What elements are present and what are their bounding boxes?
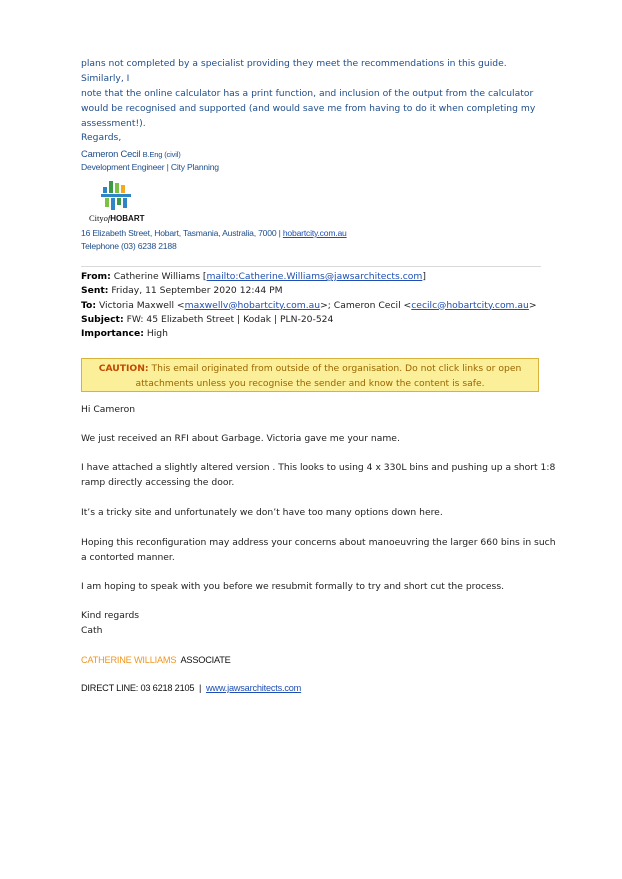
message-paragraph: It’s a tricky site and unfortunately we don’t have too many options down here. bbox=[81, 507, 443, 518]
signature-role: ASSOCIATE bbox=[180, 655, 231, 665]
message-paragraph: Hoping this reconfiguration may address your concerns about manoeuvring the larger 660 bins in such a contorted manner. bbox=[81, 537, 556, 563]
regards-text: Regards, bbox=[81, 132, 122, 143]
to-email-link-maxwell[interactable]: maxwellv@hobartcity.com.au bbox=[184, 299, 321, 311]
sent-row: Sent: Friday, 11 September 2020 12:44 PM bbox=[81, 285, 283, 297]
importance-row: Importance: High bbox=[81, 328, 168, 340]
signature-address: 16 Elizabeth Street, Hobart, Tasmania, Australia, 7000 | bbox=[81, 228, 281, 238]
intro-line: would be recognised and supported (and would save me from having to do it when completing my bbox=[81, 103, 536, 114]
greeting: Hi Cameron bbox=[81, 404, 136, 415]
cath-signature bbox=[81, 653, 541, 668]
signature-telephone: Telephone (03) 6238 2188 bbox=[81, 240, 177, 251]
intro-line: note that the online calculator has a print function, and inclusion of the output from the calculator bbox=[81, 88, 534, 99]
intro-paragraph bbox=[81, 56, 541, 131]
direct-line: DIRECT LINE: 03 6218 2105 bbox=[81, 683, 195, 693]
intro-line: assessment!). bbox=[81, 118, 146, 129]
message-paragraph: I have attached a slightly altered version . This looks to using 4 x 330L bins and pushing up a short 1:8 ramp directly accessing the door. bbox=[81, 462, 556, 488]
header-separator bbox=[81, 266, 541, 267]
closing: Kind regards Cath bbox=[81, 610, 140, 636]
cecil-signature bbox=[81, 147, 541, 174]
email-header bbox=[81, 270, 537, 341]
caution-label: CAUTION: bbox=[98, 363, 149, 374]
subject-row: Subject: FW: 45 Elizabeth Street | Kodak | PLN-20-524 bbox=[81, 313, 334, 325]
caution-text: This email originated from outside of the organisation. Do not click links or open bbox=[151, 363, 522, 374]
message-paragraph: We just received an RFI about Garbage. Victoria gave me your name. bbox=[81, 433, 400, 444]
to-email-link-cecil[interactable]: cecilc@hobartcity.com.au bbox=[411, 299, 529, 311]
cecil-contact bbox=[81, 227, 541, 252]
to-row: To: Victoria Maxwell <maxwellv@hobartcity.com.au>; Cameron Cecil <cecilc@hobartcity.com.au> bbox=[81, 299, 537, 311]
cath-contact: DIRECT LINE: 03 6218 2105 | www.jawsarchitects.com bbox=[81, 683, 302, 693]
message-paragraph: I am hoping to speak with you before we resubmit formally to try and short cut the process. bbox=[81, 581, 505, 592]
signature-name: CATHERINE WILLIAMS bbox=[81, 655, 177, 665]
from-row: From: Catherine Williams [mailto:Catherine.Williams@jawsarchitects.com] bbox=[81, 271, 426, 282]
signature-title: Development Engineer | City Planning bbox=[81, 162, 219, 172]
caution-text: attachments unless you recognise the sender and know the content is safe. bbox=[135, 378, 485, 389]
caution-banner bbox=[81, 358, 539, 392]
logo-wordmark: CityofHOBART bbox=[89, 213, 145, 223]
hobartcity-link[interactable]: hobartcity.com.au bbox=[282, 228, 347, 238]
intro-line: plans not completed by a specialist providing they meet the recommendations in this guide. Similarly, I bbox=[81, 58, 507, 84]
from-email-link[interactable]: mailto:Catherine.Williams@jawsarchitects.com bbox=[206, 271, 423, 282]
signature-degree: B.Eng (civil) bbox=[142, 150, 181, 159]
city-of-hobart-logo bbox=[89, 181, 159, 225]
jaws-website-link[interactable]: www.jawsarchitects.com bbox=[205, 683, 302, 693]
signature-name: Cameron Cecil bbox=[81, 148, 141, 159]
